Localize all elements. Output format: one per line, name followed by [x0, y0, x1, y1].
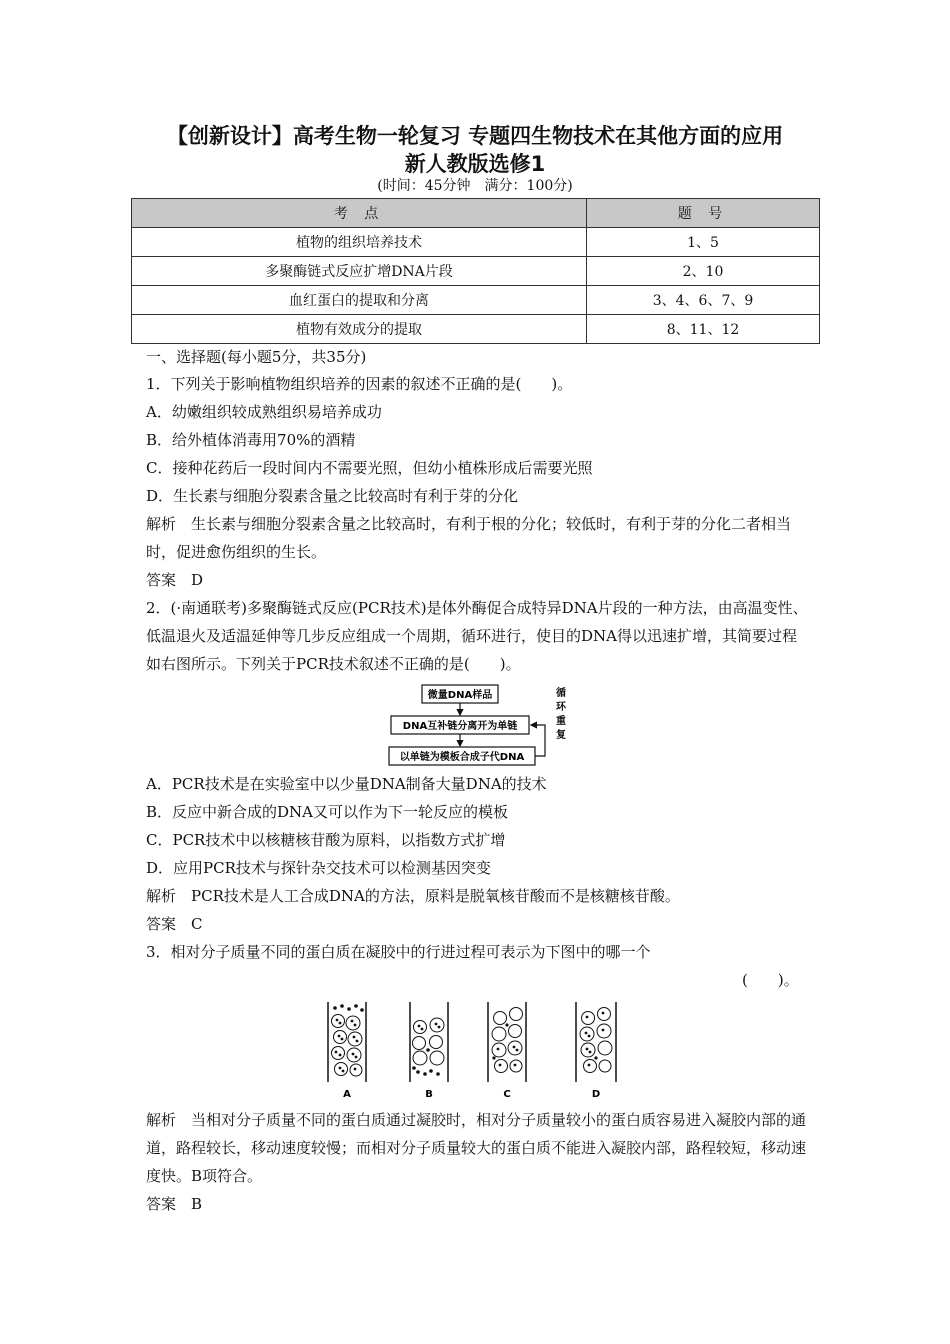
flow-box-synthesize-label: 以单链为模板合成子代DNA	[399, 752, 525, 763]
q2-stem: 2．(·南通联考)多聚酶链式反应(PCR技术)是体外酶促合成特异DNA片段的一种方法，由高温变性、低温退火及适温延伸等几步反应组成一个周期，循环进行，使目的DNA得以迅速扩增，其简要过程如右图所示。下列关于PCR技术叙述不正确的是( )。	[146, 599, 808, 673]
column-label: A	[343, 1089, 351, 1100]
q3-blank: ( )。	[742, 971, 799, 989]
table-row	[132, 257, 820, 286]
q2-option-b: B．反应中新合成的DNA又可以作为下一轮反应的模板	[146, 803, 509, 821]
column-label: C	[503, 1089, 511, 1100]
section-heading: 一、选择题(每小题5分，共35分)	[146, 348, 367, 366]
doc-title-line1: 【创新设计】高考生物一轮复习 专题四生物技术在其他方面的应用	[166, 124, 784, 148]
q1-option-a: A．幼嫩组织较成熟组织易培养成功	[146, 403, 382, 421]
doc-subtitle: (时间：45分钟 满分：100分)	[377, 178, 573, 194]
table-cell: 2、10	[587, 257, 820, 286]
q1-answer: 答案 D	[146, 571, 204, 589]
column-a	[328, 1002, 366, 1082]
table-row	[132, 286, 820, 315]
q1-option-c: C．接种花药后一段时间内不需要光照，但幼小植株形成后需要光照	[146, 459, 593, 477]
q2-option-a: A．PCR技术是在实验室中以少量DNA制备大量DNA的技术	[146, 775, 547, 793]
q3-answer: 答案 B	[146, 1195, 203, 1213]
cycle-label-char: 环	[556, 702, 566, 713]
q2-answer: 答案 C	[146, 915, 203, 933]
table-row	[132, 315, 820, 344]
q1-option-d: D．生长素与细胞分裂素含量之比较高时有利于芽的分化	[146, 487, 519, 505]
table-cell: 多聚酶链式反应扩增DNA片段	[132, 257, 587, 286]
q1-stem: 1．下列关于影响植物组织培养的因素的叙述不正确的是( )。	[146, 375, 573, 393]
column-c	[488, 1002, 526, 1082]
column-label: D	[591, 1089, 601, 1100]
column-d	[576, 1002, 616, 1082]
q2-analysis: 解析 PCR技术是人工合成DNA的方法，原料是脱氧核苷酸而不是核糖核苷酸。	[146, 887, 680, 905]
table-cell: 8、11、12	[587, 315, 820, 344]
table-cell: 植物有效成分的提取	[132, 315, 587, 344]
flow-box-sample-label: 微量DNA样品	[427, 690, 493, 701]
q2-option-c: C．PCR技术中以核糖核苷酸为原料，以指数方式扩增	[146, 831, 506, 849]
table-header: 考 点	[132, 199, 587, 228]
table-cell: 1、5	[587, 228, 820, 257]
cycle-label-char: 重	[556, 716, 566, 727]
cycle-label-char: 循	[556, 688, 566, 699]
table-cell: 植物的组织培养技术	[132, 228, 587, 257]
table-row	[132, 228, 820, 257]
q2-option-d: D．应用PCR技术与探针杂交技术可以检测基因突变	[146, 859, 491, 877]
column-b	[410, 1002, 448, 1082]
topic-table	[131, 198, 820, 344]
q1-analysis: 解析 生长素与细胞分裂素含量之比较高时，有利于根的分化；较低时，有利于芽的分化二者相当时，促进愈伤组织的生长。	[146, 515, 792, 561]
table-header: 题 号	[587, 199, 820, 228]
gel-filtration-figure	[318, 1000, 636, 1104]
q3-stem: 3．相对分子质量不同的蛋白质在凝胶中的行进过程可表示为下图中的哪一个	[146, 943, 651, 961]
doc-title-line2: 新人教版选修1	[404, 152, 546, 176]
q1-option-b: B．给外植体消毒用70%的酒精	[146, 431, 356, 449]
table-cell: 血红蛋白的提取和分离	[132, 286, 587, 315]
table-header-row	[132, 199, 820, 228]
column-label: B	[425, 1089, 433, 1100]
cycle-label-char: 复	[556, 730, 566, 741]
pcr-flow-diagram	[385, 682, 575, 770]
q3-analysis: 解析 当相对分子质量不同的蛋白质通过凝胶时，相对分子质量较小的蛋白质容易进入凝胶内部的通道，路程较长，移动速度较慢；而相对分子质量较大的蛋白质不能进入凝胶内部，路程较短，移动速度快。B项符合。	[146, 1111, 807, 1185]
table-cell: 3、4、6、7、9	[587, 286, 820, 315]
flow-box-separate-label: DNA互补链分离开为单链	[402, 721, 518, 732]
